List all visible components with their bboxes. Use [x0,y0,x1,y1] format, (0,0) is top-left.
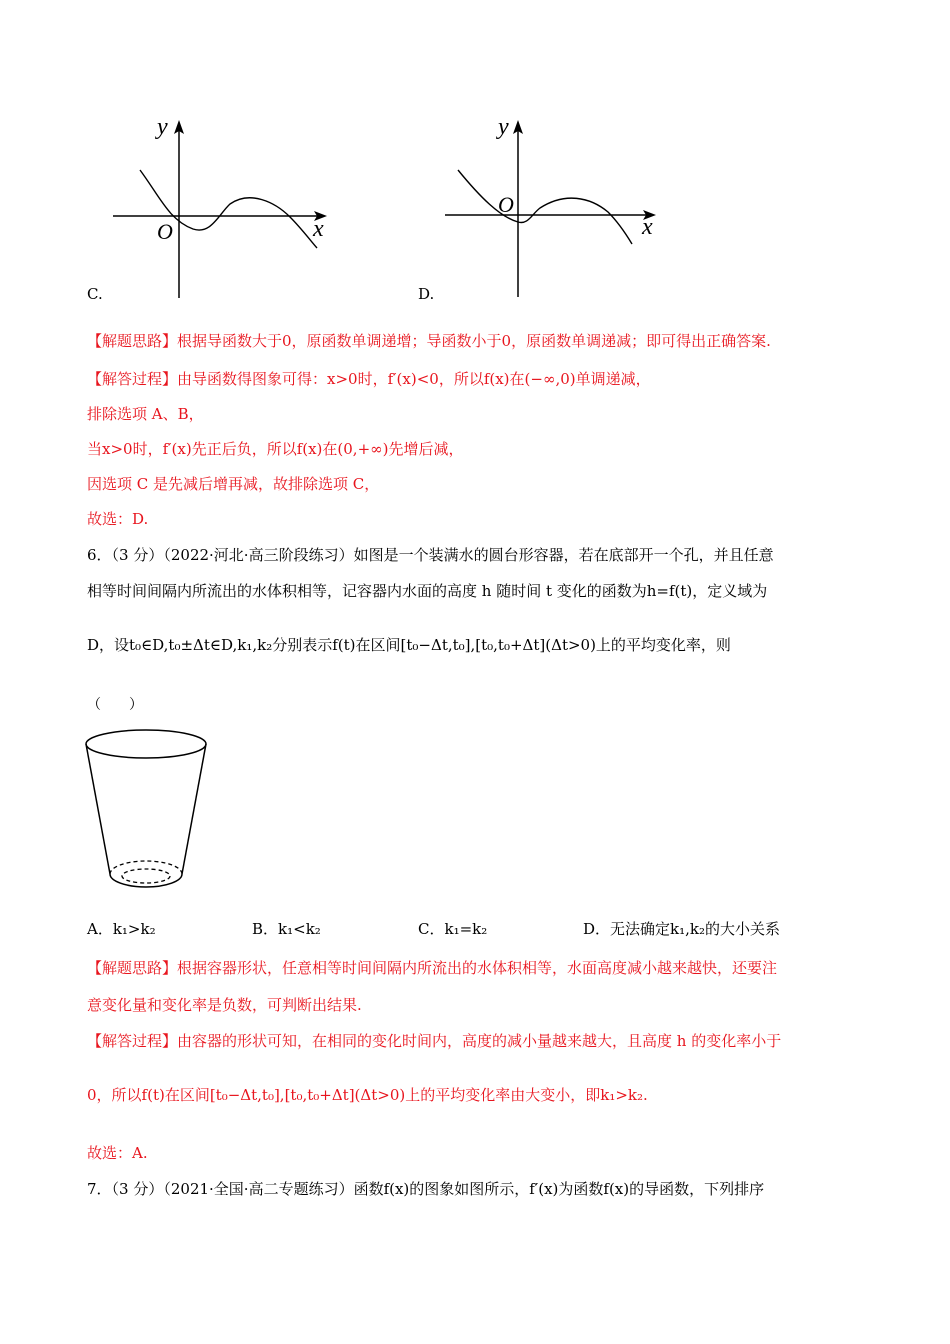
graph-d [440,112,670,302]
q6-stem-2: 相等时间间隔内所流出的水体积相等，记容器内水面的高度 h 随时间 t 变化的函数为h=f(t)，定义域为 [87,582,768,600]
origin-label: O [498,192,514,217]
q5-process-tag: 【解答过程】 [87,370,178,388]
q6-option-b: B．k₁<k₂ [252,920,321,938]
q5-thought-tag: 【解题思路】 [87,332,178,350]
container-bottom-front [110,874,182,887]
q6-process-1 [87,1030,781,1051]
container-hole [122,869,170,883]
q5-process-2: 排除选项 A、B， [87,405,204,423]
x-label: x [642,214,653,240]
q6-process-2: 0，所以f(t)在区间[t₀−Δt,t₀],[t₀,t₀+Δt](Δt>0)上的平均变化率由大变小，即k₁>k₂. [87,1086,648,1104]
container-left-side [86,744,110,874]
q5-thought [87,330,771,351]
q6-option-a: A．k₁>k₂ [87,920,156,938]
q6-option-c: C．k₁=k₂ [418,920,488,938]
q5-answer: 故选：D. [87,510,149,528]
container-right-side [182,744,206,874]
curve [458,170,632,244]
q6-answer: 故选：A. [87,1144,148,1162]
graph-c [105,112,335,302]
y-label: y [498,114,509,140]
q6-answer-blank: （ ） [87,697,143,713]
option-d-label: D. [418,285,435,303]
q6-thought-2: 意变化量和变化率是负数，可判断出结果. [87,996,362,1014]
q7-stem-1: 7．（3 分）（2021·全国·高二专题练习）函数f(x)的图象如图所示，f′(x)为函数f(x)的导函数，下列排序 [87,1180,765,1198]
q5-process-line-1: 由导函数得图象可得：x>0时，f′(x)<0，所以f(x)在(−∞,0)单调递减， [177,370,651,388]
q5-thought-text: 根据导函数大于0，原函数单调递增；导函数小于0，原函数单调递减；即可得出正确答案. [177,332,771,350]
q6-option-d: D．无法确定k₁,k₂的大小关系 [583,920,781,938]
q6-process-tag: 【解答过程】 [87,1032,178,1050]
q6-thought-1 [87,957,777,978]
q6-stem-1: 6．（3 分）（2022·河北·高三阶段练习）如图是一个装满水的圆台形容器，若在底部开一个孔，并且任意 [87,546,774,564]
q6-process-line-1: 由容器的形状可知，在相同的变化时间内，高度的减小量越来越大，且高度 h 的变化率小于 [177,1032,782,1050]
option-c-label: C. [87,285,103,303]
origin-label: O [157,219,173,244]
container-figure [80,724,220,896]
container-bottom-back [110,861,182,874]
q5-process-4: 因选项 C 是先减后增再减，故排除选项 C， [87,475,380,493]
q6-thought-line-1: 根据容器形状，任意相等时间间隔内所流出的水体积相等，水面高度减小越来越快，还要注 [177,959,778,977]
y-label: y [157,114,168,140]
container-top-rim [86,730,206,758]
q6-stem-3: D，设t₀∈D,t₀±Δt∈D,k₁,k₂分别表示f(t)在区间[t₀−Δt,t₀],[t₀,t₀+Δt](Δt>0)上的平均变化率，则 [87,636,731,654]
q6-thought-tag: 【解题思路】 [87,959,178,977]
graph-c-svg [105,112,335,302]
container-svg [80,724,220,896]
q5-process-1 [87,368,651,389]
q5-process-3: 当x>0时，f′(x)先正后负，所以f(x)在(0,+∞)先增后减， [87,440,464,458]
graph-d-svg [440,112,670,302]
x-label: x [313,216,324,242]
